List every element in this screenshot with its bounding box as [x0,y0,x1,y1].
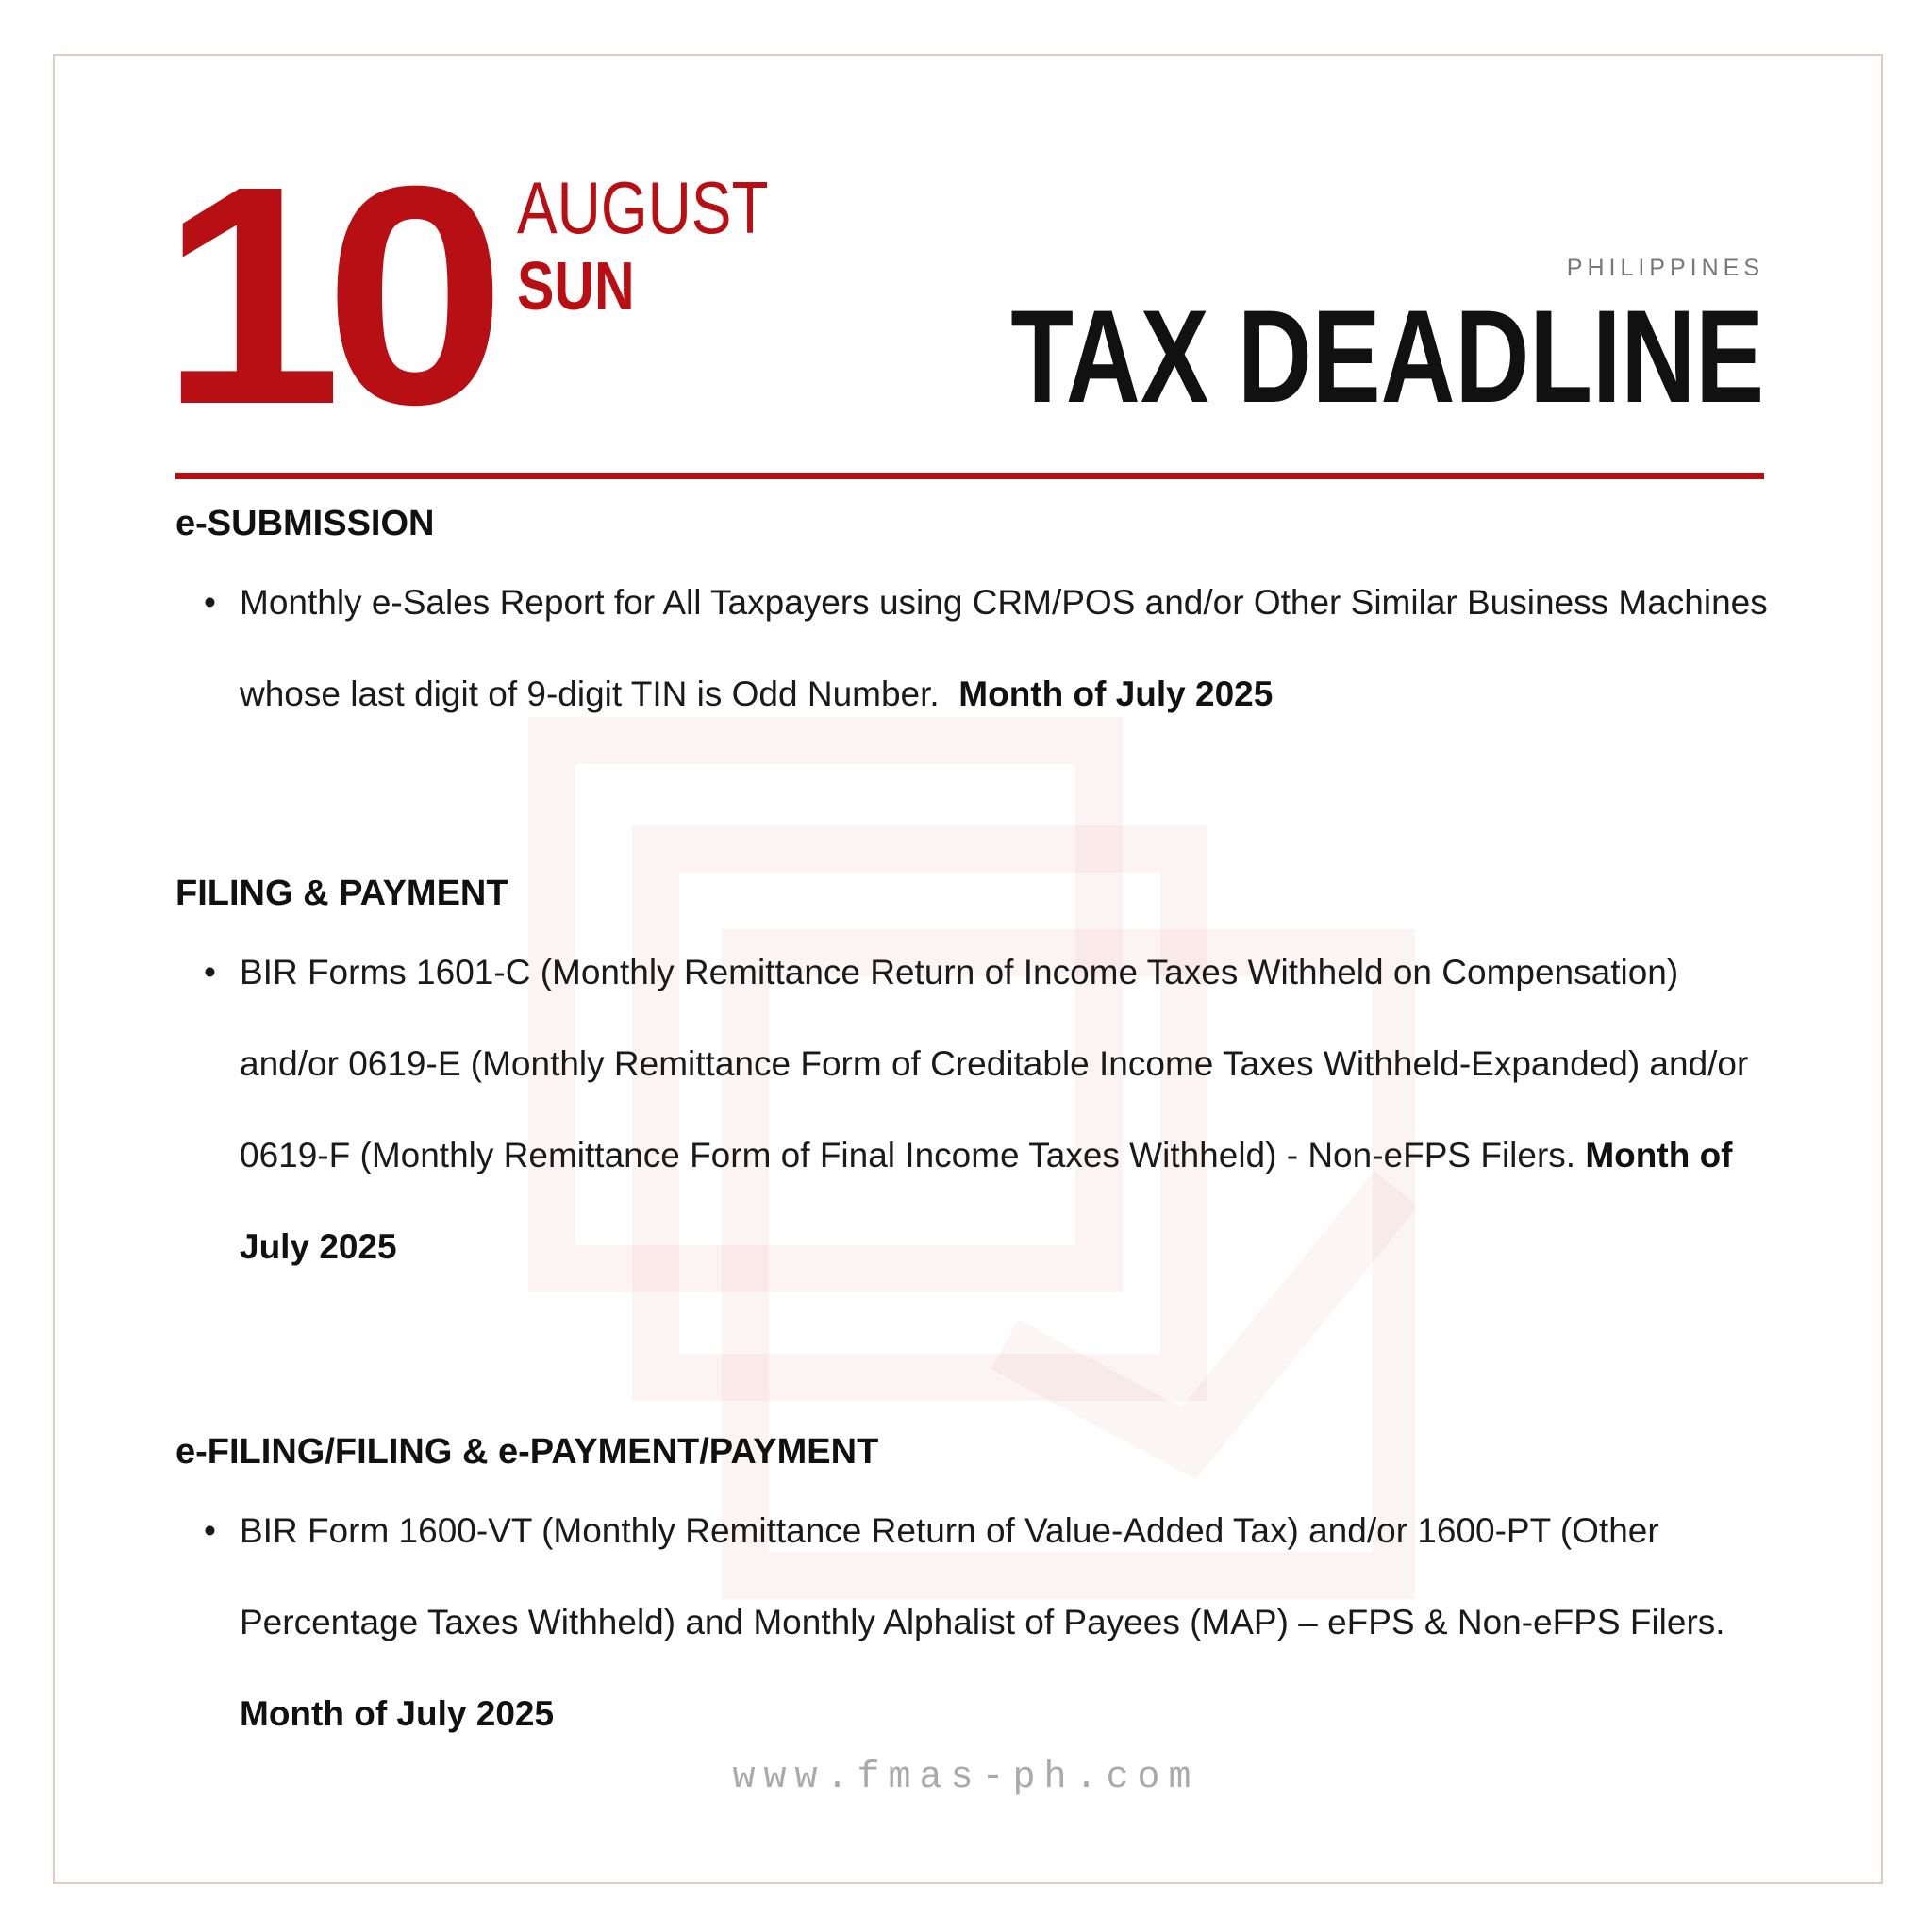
section-filing-payment [175,860,1779,1292]
item-period: Month of July 2025 [958,675,1274,713]
bullet-icon: • [204,953,216,991]
item-text: BIR Forms 1601-C (Monthly Remittance Return of Income Taxes Withheld on Compensation) and/or 0619-E (Monthly Remittance Form of Creditable Income Taxes Withheld-Expanded) and/or 0619-F (Monthly Remittance Form of Final Income Taxes Withheld) - Non-eFPS Filers. [240,953,1749,1174]
section-e-submission [175,491,1779,740]
item-text: BIR Form 1600-VT (Monthly Remittance Return of Value-Added Tax) and/or 1600-PT (Other Percentage Taxes Withheld) and Monthly Alphalist of Payees (MAP) – eFPS & Non-eFPS Filers. [240,1511,1725,1641]
list-item [175,926,1777,1292]
deadline-month: AUGUST [517,166,769,249]
country-label: PHILIPPINES [1566,255,1764,281]
deadline-day-number: 10 [160,121,489,469]
section-title: e-FILING/FILING & e-PAYMENT/PAYMENT [175,1432,879,1472]
section-efiling-epayment [175,1419,1779,1759]
bullet-icon: • [204,583,216,622]
item-period: Month of July 2025 [240,1136,1733,1266]
item-text: Monthly e-Sales Report for All Taxpayers using CRM/POS and/or Other Similar Business Machines whose last digit of 9-digit TIN is Odd Number. [240,583,1768,713]
list-item [175,557,1777,740]
section-title: e-SUBMISSION [175,504,435,543]
bullet-icon: • [204,1511,216,1550]
website-link[interactable]: www.fmas-ph.com [732,1757,1200,1799]
header-divider [175,473,1764,479]
list-item [175,1485,1777,1759]
deadline-list [175,491,1779,1759]
page-title: TAX DEADLINE [1010,282,1764,430]
item-period: Month of July 2025 [240,1694,555,1733]
deadline-weekday: SUN [517,249,635,325]
section-title: FILING & PAYMENT [175,874,508,913]
